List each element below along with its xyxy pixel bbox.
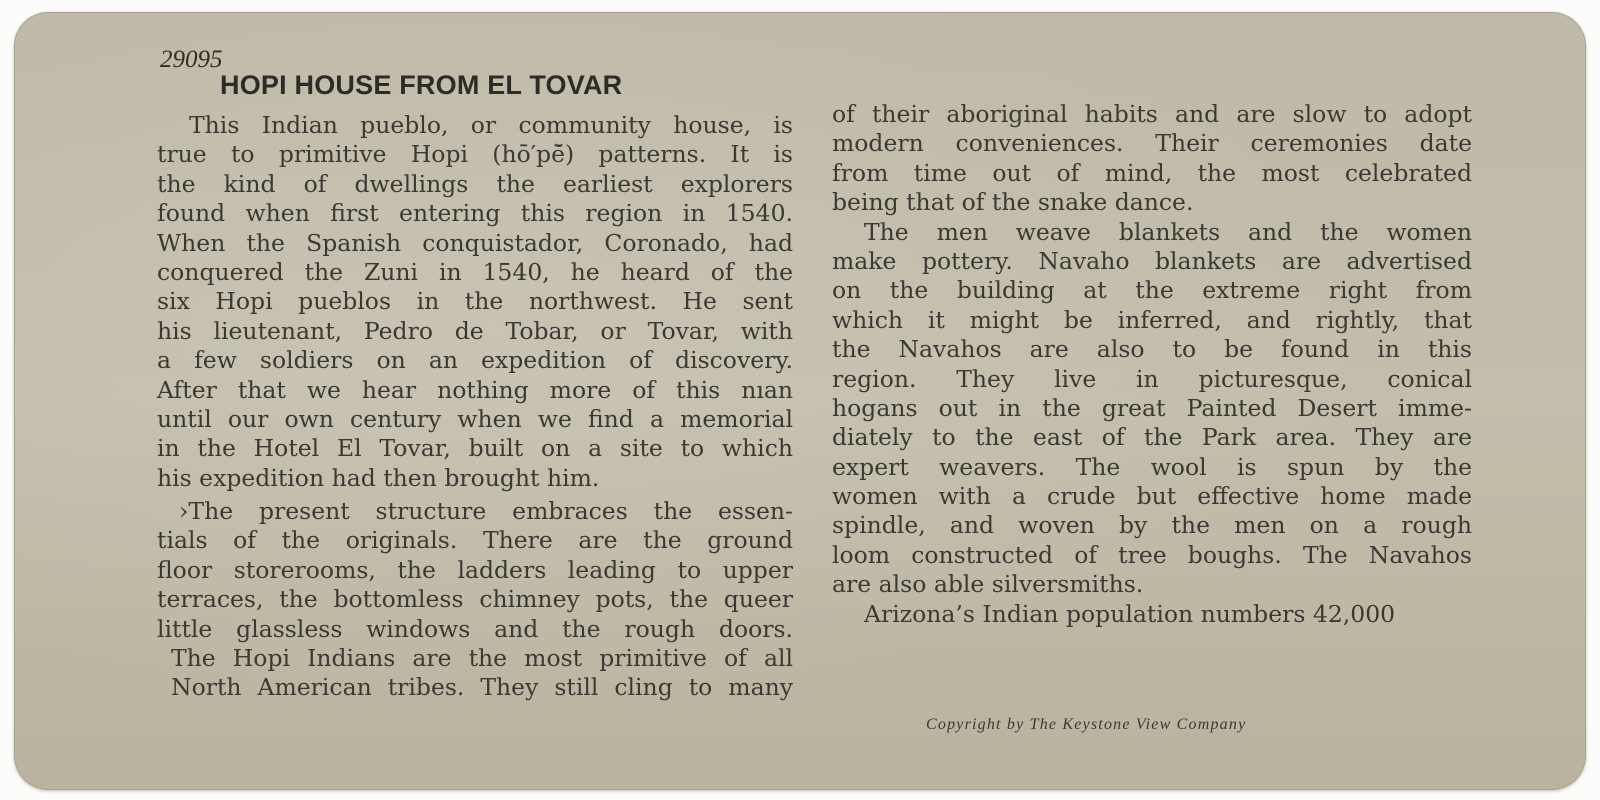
text-line: his lieutenant, Pedro de Tobar, or Tovar, with xyxy=(157,316,793,345)
text-line: diately to the east of the Park area. They are xyxy=(832,423,1472,452)
text-line: from time out of mind, the most celebrated xyxy=(832,158,1472,187)
text-line: are also able silversmiths. xyxy=(832,570,1144,599)
text-line: six Hopi pueblos in the northwest. He sent xyxy=(157,287,793,316)
text-line: region. They live in picturesque, conical xyxy=(832,364,1472,393)
right-text-column xyxy=(832,100,1472,629)
card-title: HOPI HOUSE FROM EL TOVAR xyxy=(220,70,623,100)
text-line: little glassless windows and the rough doors. xyxy=(157,614,793,643)
catalog-number: 29095 xyxy=(160,46,223,73)
text-line: hogans out in the great Painted Desert imme- xyxy=(832,393,1472,422)
text-line: expert weavers. The wool is spun by the xyxy=(832,452,1472,481)
copyright-line: Copyright by The Keystone View Company xyxy=(926,716,1247,733)
text-line: women with a crude but effective home made xyxy=(832,482,1472,511)
text-line: After that we hear nothing more of this nıan xyxy=(157,375,793,404)
text-line: North American tribes. They still cling to many xyxy=(171,673,793,702)
text-line: on the building at the extreme right from xyxy=(832,276,1472,305)
text-line: The Hopi Indians are the most primitive of all xyxy=(171,644,793,673)
text-line: found when first entering this region in 1540. xyxy=(157,199,793,228)
text-line: floor storerooms, the ladders leading to upper xyxy=(157,555,793,584)
text-line: Arizona’s Indian population numbers 42,000 xyxy=(864,599,1396,628)
text-line: the Navahos are also to be found in this xyxy=(832,335,1472,364)
left-text-column xyxy=(157,111,793,703)
text-line: the kind of dwellings the earliest explorers xyxy=(157,169,793,198)
text-line: a few soldiers on an expedition of discovery. xyxy=(157,346,793,375)
text-line: in the Hotel El Tovar, built on a site to which xyxy=(157,434,793,463)
text-line: until our own century when we find a memorial xyxy=(157,404,793,433)
text-line: loom constructed of tree boughs. The Navahos xyxy=(832,540,1472,569)
text-line: The men weave blankets and the women xyxy=(864,217,1472,246)
text-line: conquered the Zuni in 1540, he heard of the xyxy=(157,257,793,286)
text-line: make pottery. Navaho blankets are advertised xyxy=(832,246,1472,275)
text-line: his expedition had then brought him. xyxy=(157,463,600,492)
text-line: When the Spanish conquistador, Coronado, had xyxy=(157,228,793,257)
stereoview-card-back xyxy=(14,12,1586,790)
text-line: which it might be inferred, and rightly, that xyxy=(832,305,1472,334)
text-line: terraces, the bottomless chimney pots, the queer xyxy=(157,585,793,614)
text-line: being that of the snake dance. xyxy=(832,188,1194,217)
text-line: of their aboriginal habits and are slow to adopt xyxy=(832,100,1472,128)
text-line: spindle, and woven by the men on a rough xyxy=(832,511,1472,540)
text-line: ›The present structure embraces the essen- xyxy=(179,497,793,526)
text-line: true to primitive Hopi (hō′pē̆) patterns. It is xyxy=(157,140,793,169)
text-line: tials of the originals. There are the ground xyxy=(157,526,793,555)
text-line: modern conveniences. Their ceremonies date xyxy=(832,129,1472,158)
text-line: This Indian pueblo, or community house, is xyxy=(189,111,793,139)
